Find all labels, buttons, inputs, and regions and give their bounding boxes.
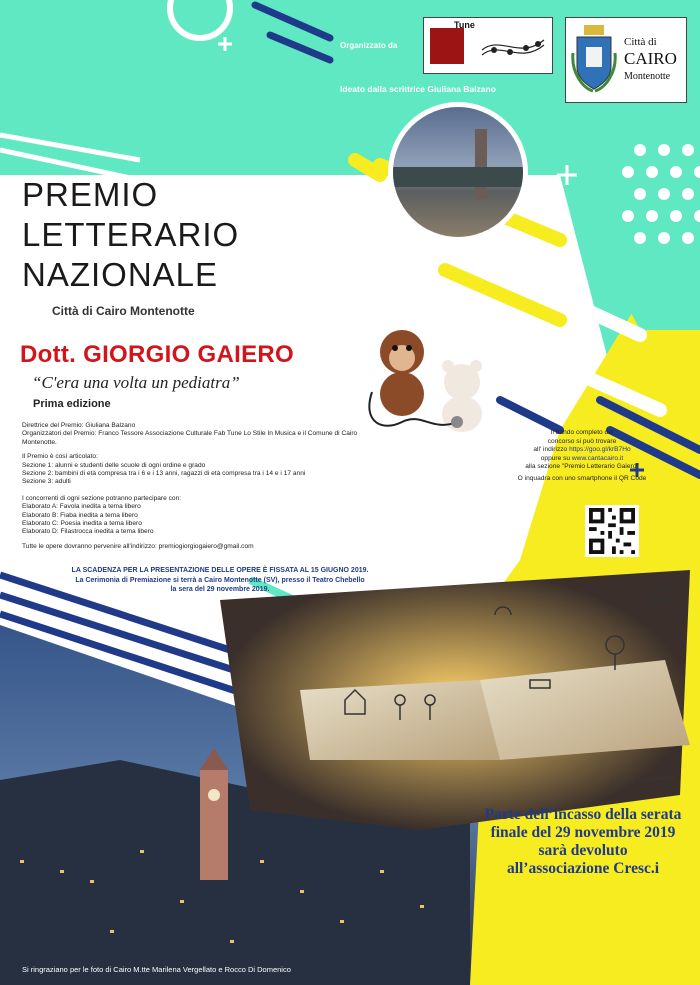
title-line-2: LETTERARIO xyxy=(22,216,240,253)
teddy-toys-illustration xyxy=(362,322,502,442)
title-subtitle: Città di Cairo Montenotte xyxy=(52,304,195,318)
qr-code-icon xyxy=(588,508,636,554)
dedication-quote: “C'era una volta un pediatra” xyxy=(32,373,240,392)
bando-line: oppure su www.cantacairo.it xyxy=(540,454,624,462)
city-crest-icon xyxy=(571,23,617,97)
deadline-line: LA SCADENZA PER LA PRESENTAZIONE DELLE OPERE È FISSATA AL 15 GIUGNO 2019. xyxy=(71,567,369,574)
town-circle-photo xyxy=(388,102,528,242)
email-line: Tutte le opere dovranno pervenire all'indirizzo: premiogiorgiogaiero@gmail.com xyxy=(22,542,254,550)
graphic-credit: Grafica di Aldo Giannizzi xyxy=(609,774,676,788)
bando-line: Il bando completo del xyxy=(550,429,614,436)
section-line: Sezione 2: bambini di età compresa tra i 6 e i 13 anni, ragazzi di età compresa tra i 14 e i 17 anni xyxy=(22,470,306,478)
charity-line: sarà devoluto xyxy=(538,842,628,859)
city-logo-line3: Montenotte xyxy=(624,71,671,82)
organizers-line: Organizzatori del Premio: Franco Tessore Associazione Culturale Fab Tune Lo Stile In Musica e il Comune di Cairo Montenotte. xyxy=(22,430,358,446)
charity-line: Parte dell’incasso della serata xyxy=(484,806,682,823)
charity-line: finale del 29 novembre 2019 xyxy=(490,824,676,841)
bando-line: alla sezione "Premio Letterario Gaiero" xyxy=(525,463,639,471)
section-line: Sezione 3: adulti xyxy=(22,478,71,486)
fabtune-logo xyxy=(423,17,553,74)
qr-instruction: O inquadra con uno smartphone il QR Code xyxy=(517,474,647,482)
charity-line: all’associazione Cresc.i xyxy=(506,860,660,877)
ceremony-line: La Cerimonia di Premiazione si terrà a Cairo Montenotte (SV), presso il Teatro Chebello xyxy=(75,576,365,584)
structure-intro: Il Premio è così articolato: xyxy=(22,453,98,461)
competitors-intro: I concorrenti di ogni sezione potranno partecipare con: xyxy=(22,494,182,502)
organized-by-label: Organizzato da xyxy=(340,41,398,50)
deadline-block xyxy=(40,566,400,595)
title-line-3: NAZIONALE xyxy=(22,256,219,293)
rules-text xyxy=(22,422,377,551)
website-link[interactable]: www.cantacairo.it xyxy=(571,454,624,462)
section-line: Sezione 1: alunni e studenti delle scuole di ogni ordine e grado xyxy=(22,461,206,469)
city-logo-line1: Città di xyxy=(624,36,657,48)
bell-tower xyxy=(200,748,228,880)
idea-credit: Ideato dalla scrittrice Giuliana Balzano xyxy=(340,84,496,94)
music-notes-icon xyxy=(480,30,546,64)
city-logo-line2: CAIRO xyxy=(624,49,677,68)
qr-code[interactable] xyxy=(585,505,639,557)
charity-block xyxy=(468,806,698,878)
bando-link[interactable]: https://goo.gl/krB7Ho xyxy=(569,446,631,454)
photo-credit: Si ringraziano per le foto di Cairo M.tte Marilena Vergellato e Rocco Di Domenico xyxy=(22,965,291,974)
work-line: Elaborato B: Fiaba inedita a tema libero xyxy=(22,511,138,519)
fabtune-logo-text: Tune xyxy=(454,20,475,30)
work-line: Elaborato D: Filastrocca inedita a tema libero xyxy=(22,528,154,536)
edition-label: Prima edizione xyxy=(33,398,111,410)
cairo-city-logo xyxy=(565,17,687,103)
work-line: Elaborato A: Favola inedita a tema libero xyxy=(22,503,141,511)
dedication-name: Dott. GIORGIO GAIERO xyxy=(20,341,294,368)
work-line: Elaborato C: Poesia inedita a tema libero xyxy=(22,520,142,528)
hills xyxy=(393,167,528,187)
ceremony-date-line: la sera del 29 novembre 2019. xyxy=(170,586,270,593)
title-line-1: PREMIO xyxy=(22,176,159,213)
fabtune-logo-mark xyxy=(430,28,464,64)
bando-line: all' indirizzo https://goo.gl/krB7Ho xyxy=(533,446,631,454)
church-tower xyxy=(475,129,487,199)
bando-block xyxy=(502,429,662,484)
director-line: Direttrice del Premio: Giuliana Balzano xyxy=(22,422,136,429)
bando-line: concorso si può trovare xyxy=(547,437,617,445)
